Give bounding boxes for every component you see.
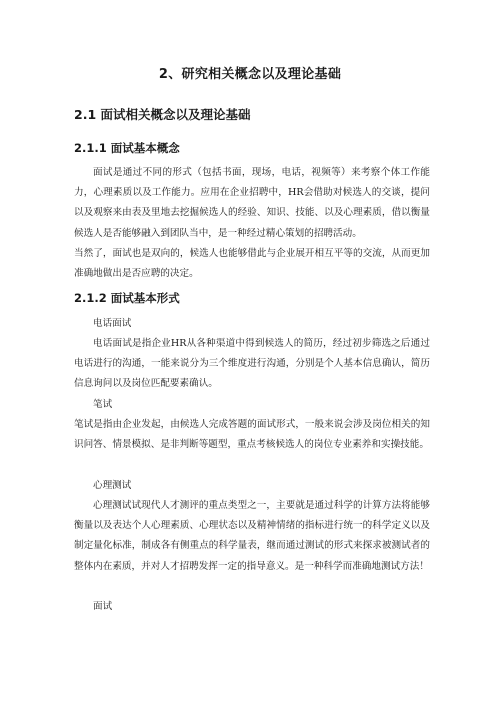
- subheading-interview: 面试: [93, 601, 113, 612]
- paragraph-two-way: 当然了，面试也是双向的，候选人也能够借此与企业展开相互平等的交流，从而更加准确地做出是否应聘的决定。: [74, 248, 430, 280]
- section-heading-2-1-1: 2.1.1 面试基本概念: [74, 141, 180, 155]
- subheading-phone-interview: 电话面试: [93, 318, 132, 329]
- paragraph-phone-interview: 电话面试是指企业HR从各种渠道中得到候选人的简历，经过初步筛选之后通过电话进行的沟通，一能来说分为三个维度进行沟通，分别是个人基本信息确认，简历信息询问以及岗位匹配要素确认。: [74, 338, 430, 390]
- subheading-written-test: 笔试: [93, 399, 113, 410]
- paragraph-psych-test: 心理测试试现代人才测评的重点类型之一，主要就是通过科学的计算方法将能够衡量以及表达个人心理素质、心理状态以及精神情绪的指标进行统一的科学定义以及制定量化标准，制成各有侧重点的科学量表，继而通过测试的形式来探求被测试者的整体内在素质，并对人才招聘发挥一定的指导意义。是一种科学而准确地测试方法！: [74, 500, 430, 572]
- paragraph-interview-concept: 面试是通过不同的形式（包括书面，现场，电话，视频等）来考察个体工作能力，心理素质以及工作能力。应用在企业招聘中，HR会借助对候选人的交谈，提问以及观察来由表及里地去挖掘候选人的经验、知识、技能、以及心理素质，借以衡量候选人是否能够融入到团队当中，是一种经过精心策划的招聘活动。: [74, 167, 430, 239]
- subheading-psych-test: 心理测试: [93, 480, 132, 491]
- section-heading-2-1: 2.1 面试相关概念以及理论基础: [74, 107, 251, 122]
- paragraph-written-test: 笔试是指由企业发起，由候选人完成答题的面试形式，一般来说会涉及岗位相关的知识问答、情景模拟、是非判断等题型，重点考核候选人的岗位专业素养和实操技能。: [74, 419, 430, 451]
- section-heading-2-1-2: 2.1.2 面试基本形式: [74, 291, 180, 305]
- chapter-title: 2、研究相关概念以及理论基础: [158, 67, 342, 82]
